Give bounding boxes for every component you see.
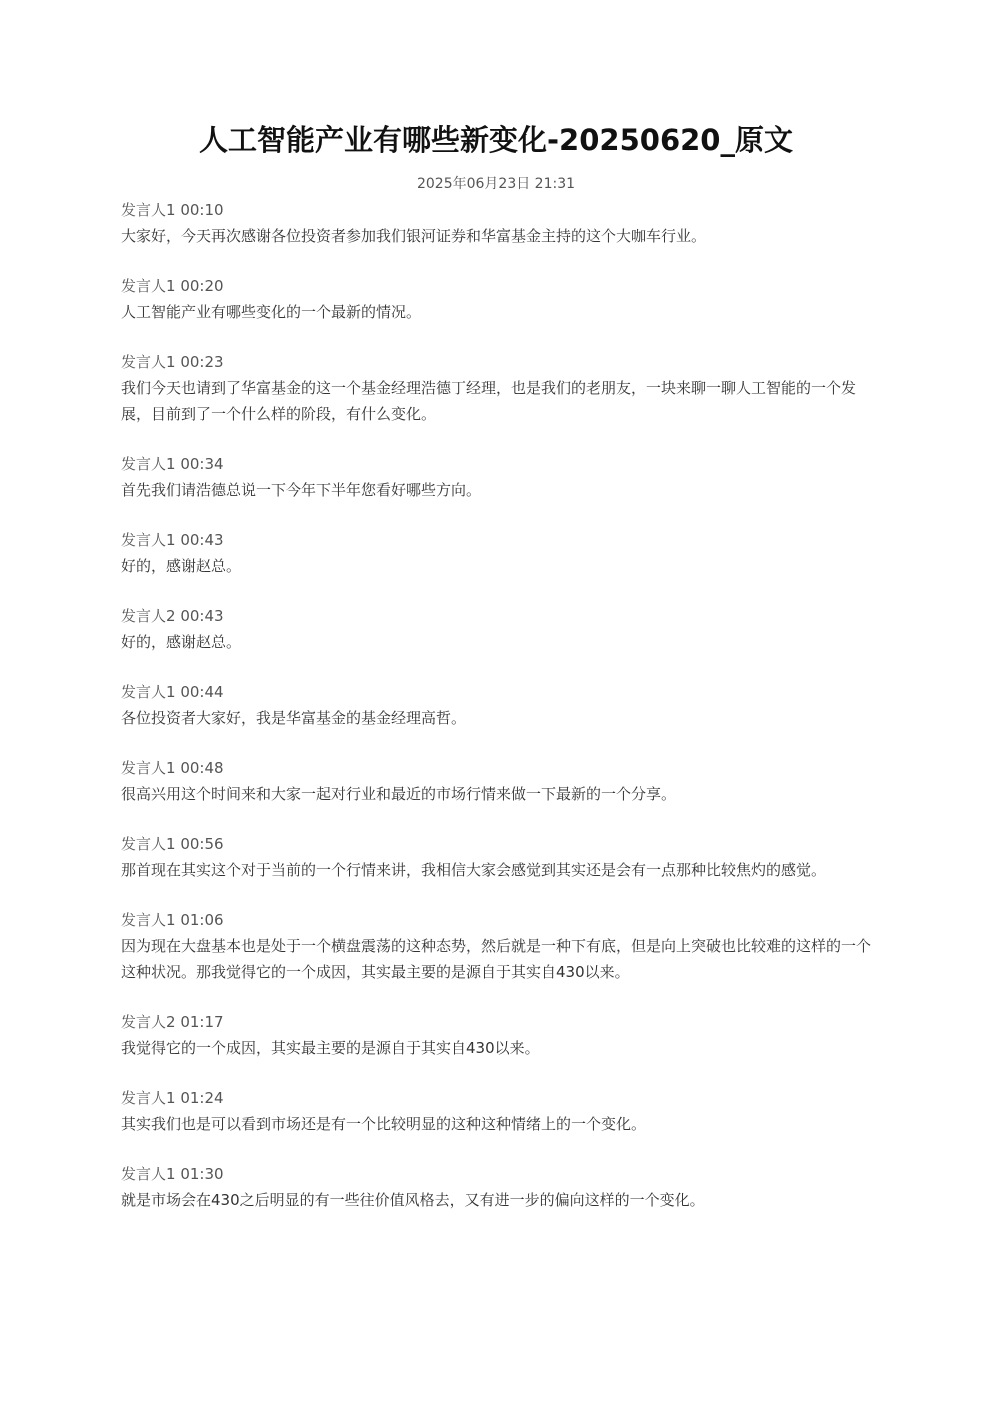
speaker-name: 发言人1: [121, 353, 176, 371]
transcript: [121, 199, 873, 1239]
speaker-name: 发言人2: [121, 1013, 176, 1031]
speaker-line: [121, 681, 873, 703]
speech-text: 好的，感谢赵总。: [121, 633, 242, 651]
timestamp: 00:48: [180, 759, 224, 777]
speech-text: 因为现在大盘基本也是处于一个横盘震荡的这种态势，然后就是一种下有底，但是向上突破也比较难的这样的一个这种状况。那我觉得它的一个成因，其实最主要的是源自于其实自430以来。: [121, 937, 872, 981]
speech-text: 我觉得它的一个成因，其实最主要的是源自于其实自430以来。: [121, 1039, 540, 1057]
transcript-entry: [121, 1163, 873, 1213]
transcript-entry: [121, 833, 873, 883]
transcript-entry: [121, 757, 873, 807]
transcript-entry: [121, 1011, 873, 1061]
timestamp: 01:06: [180, 911, 224, 929]
timestamp: 01:30: [180, 1165, 224, 1183]
timestamp: 00:20: [180, 277, 224, 295]
transcript-entry: [121, 529, 873, 579]
transcript-entry: [121, 1087, 873, 1137]
speaker-line: [121, 351, 873, 373]
speech-text: 很高兴用这个时间来和大家一起对行业和最近的市场行情来做一下最新的一个分享。: [121, 785, 677, 803]
speaker-name: 发言人1: [121, 835, 176, 853]
timestamp: 00:34: [180, 455, 224, 473]
speaker-line: [121, 833, 873, 855]
speaker-line: [121, 275, 873, 297]
speaker-name: 发言人2: [121, 607, 176, 625]
document-title: 人工智能产业有哪些新变化-20250620_原文: [199, 123, 793, 157]
timestamp: 00:23: [180, 353, 224, 371]
speaker-name: 发言人1: [121, 759, 176, 777]
timestamp: 00:56: [180, 835, 224, 853]
speaker-name: 发言人1: [121, 683, 176, 701]
transcript-entry: [121, 275, 873, 325]
speaker-name: 发言人1: [121, 1165, 176, 1183]
speech-text: 大家好，今天再次感谢各位投资者参加我们银河证券和华富基金主持的这个大咖车行业。: [121, 227, 707, 245]
timestamp: 00:10: [180, 201, 224, 219]
speaker-name: 发言人1: [121, 455, 176, 473]
speaker-line: [121, 909, 873, 931]
timestamp: 01:24: [180, 1089, 224, 1107]
transcript-entry: [121, 199, 873, 249]
transcript-entry: [121, 681, 873, 731]
speaker-name: 发言人1: [121, 911, 176, 929]
speech-text: 我们今天也请到了华富基金的这一个基金经理浩德丁经理，也是我们的老朋友，一块来聊一聊人工智能的一个发展，目前到了一个什么样的阶段，有什么变化。: [121, 379, 857, 423]
speaker-name: 发言人1: [121, 277, 176, 295]
timestamp: 00:44: [180, 683, 224, 701]
speaker-name: 发言人1: [121, 531, 176, 549]
timestamp: 00:43: [180, 607, 224, 625]
speech-text: 各位投资者大家好，我是华富基金的基金经理高哲。: [121, 709, 467, 727]
timestamp: 00:43: [180, 531, 224, 549]
speech-text: 人工智能产业有哪些变化的一个最新的情况。: [121, 303, 422, 321]
speaker-line: [121, 1087, 873, 1109]
speech-text: 其实我们也是可以看到市场还是有一个比较明显的这种这种情绪上的一个变化。: [121, 1115, 647, 1133]
speech-text: 就是市场会在430之后明显的有一些往价值风格去，又有进一步的偏向这样的一个变化。: [121, 1191, 705, 1209]
speaker-name: 发言人1: [121, 1089, 176, 1107]
timestamp: 01:17: [180, 1013, 224, 1031]
transcript-entry: [121, 351, 873, 427]
speaker-line: [121, 453, 873, 475]
transcript-entry: [121, 605, 873, 655]
speaker-line: [121, 199, 873, 221]
speaker-line: [121, 1163, 873, 1185]
transcript-entry: [121, 909, 873, 985]
speaker-line: [121, 529, 873, 551]
speaker-name: 发言人1: [121, 201, 176, 219]
transcript-entry: [121, 453, 873, 503]
speaker-line: [121, 605, 873, 627]
speaker-line: [121, 757, 873, 779]
speech-text: 那首现在其实这个对于当前的一个行情来讲，我相信大家会感觉到其实还是会有一点那种比较焦灼的感觉。: [121, 861, 827, 879]
speech-text: 好的，感谢赵总。: [121, 557, 242, 575]
speech-text: 首先我们请浩德总说一下今年下半年您看好哪些方向。: [121, 481, 482, 499]
document-datetime: 2025年06月23日 21:31: [416, 176, 576, 192]
speaker-line: [121, 1011, 873, 1033]
